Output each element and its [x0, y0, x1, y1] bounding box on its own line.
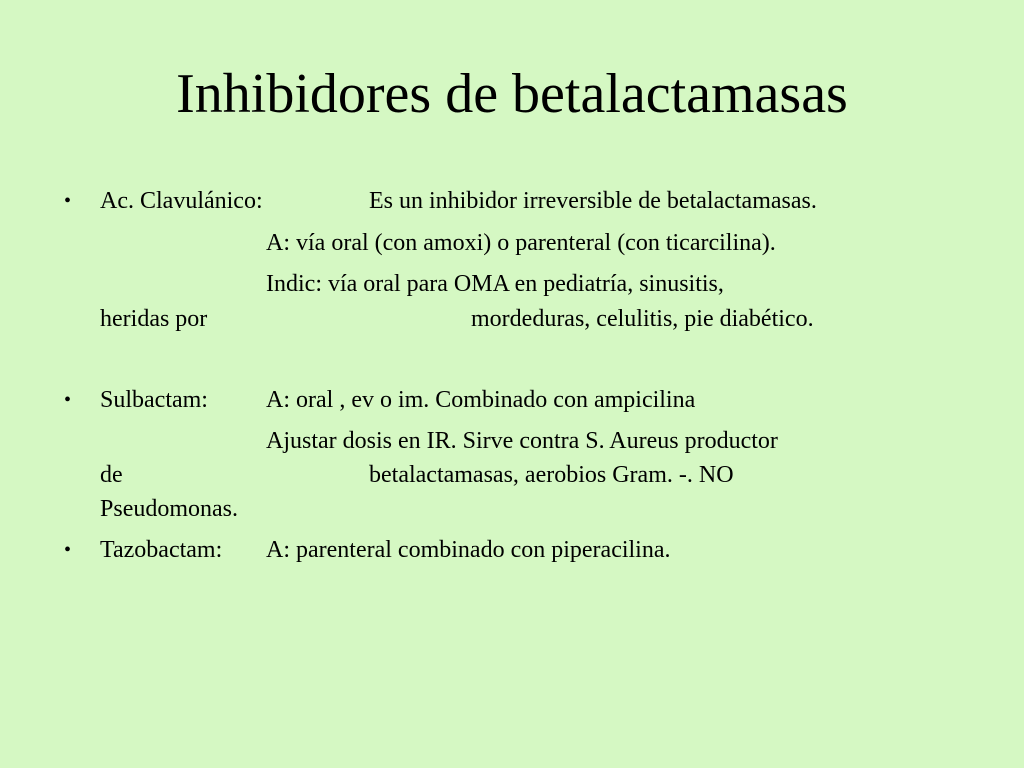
bullet-icon: •	[64, 539, 72, 561]
item-label-sulbactam: Sulbactam:	[100, 387, 208, 413]
slide-title: Inhibidores de betalactamasas	[176, 63, 848, 125]
item-line: mordeduras, celulitis, pie diabético.	[471, 306, 814, 332]
item-label-clavulanico: Ac. Clavulánico:	[100, 188, 263, 214]
item-line: de	[100, 462, 123, 488]
item-line: A: oral , ev o im. Combinado con ampicilina	[266, 387, 696, 413]
item-line: Ajustar dosis en IR. Sirve contra S. Aureus productor	[266, 428, 778, 454]
bullet-icon: •	[64, 389, 72, 411]
item-line: Es un inhibidor irreversible de betalactamasas.	[369, 188, 817, 214]
bullet-icon: •	[64, 190, 72, 212]
item-line: betalactamasas, aerobios Gram. -. NO	[369, 462, 734, 488]
item-line: Indic: vía oral para OMA en pediatría, sinusitis,	[266, 271, 724, 297]
item-line: A: parenteral combinado con piperacilina.	[266, 537, 671, 563]
item-label-tazobactam: Tazobactam:	[100, 537, 223, 563]
item-line: Pseudomonas.	[100, 496, 238, 522]
item-line: A: vía oral (con amoxi) o parenteral (con ticarcilina).	[266, 230, 776, 256]
item-line: heridas por	[100, 306, 208, 332]
